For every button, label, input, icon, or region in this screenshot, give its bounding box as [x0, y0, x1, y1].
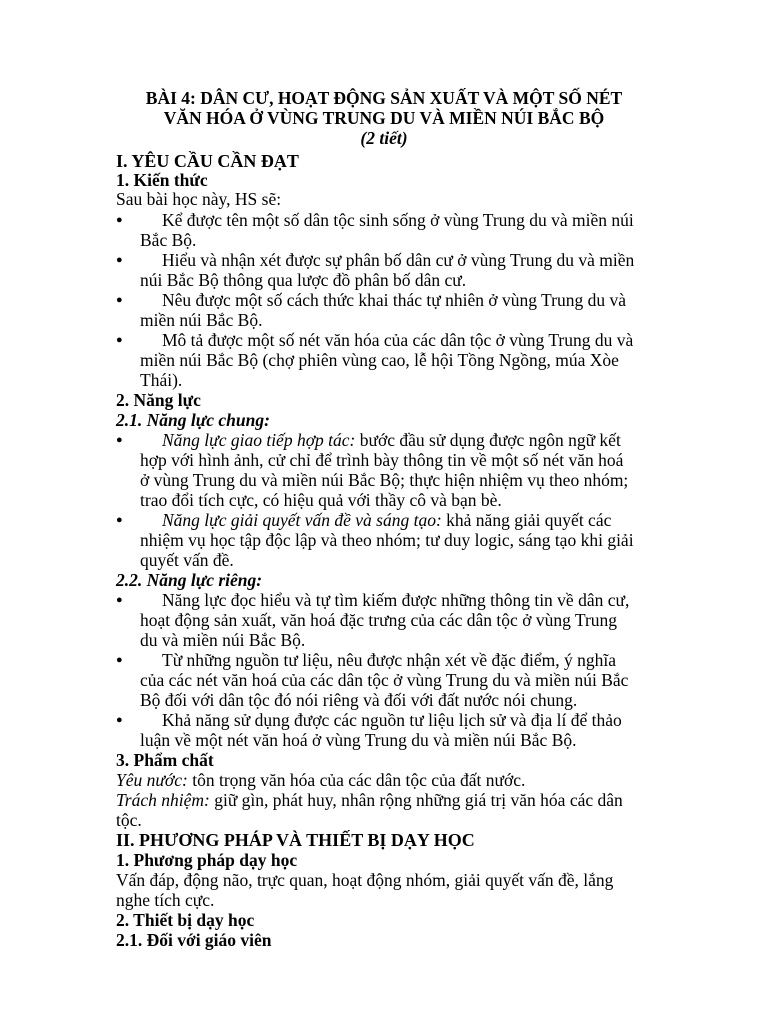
specific-item-1-cont2: du và miền núi Bắc Bộ.: [140, 630, 306, 650]
specific-item-1: Năng lực đọc hiểu và tự tìm kiếm được những thông tin về dân cư,: [162, 590, 630, 610]
quality-text: tôn trọng văn hóa của các dân tộc của đất nước.: [187, 770, 526, 790]
bullet-icon: ●: [116, 514, 123, 526]
competence-text: bước đầu sử dụng được ngôn ngữ kết: [355, 430, 621, 450]
subsection-heading: 2.1. Đối với giáo viên: [116, 930, 272, 950]
bullet-icon: ●: [116, 254, 123, 266]
competence-item-1-cont3: trao đổi tích cực, có hiệu quả với thầy cô và bạn bè.: [140, 490, 502, 510]
knowledge-item-4: Mô tả được một số nét văn hóa của các dân tộc ở vùng Trung du và: [162, 330, 634, 350]
lesson-subtitle: (2 tiết): [360, 128, 408, 148]
section-heading: II. PHƯƠNG PHÁP VÀ THIẾT BỊ DẠY HỌC: [116, 830, 475, 850]
specific-item-2-cont2: Bộ đối với dân tộc đó nói riêng và đối với đất nước nói chung.: [140, 690, 578, 710]
bullet-icon: ●: [116, 214, 123, 226]
specific-item-3: Khả năng sử dụng được các nguồn tư liệu lịch sử và địa lí để thảo: [162, 710, 622, 730]
specific-item-3-cont: luận về một nét văn hoá ở vùng Trung du và miền núi Bắc Bộ.: [140, 730, 577, 750]
knowledge-item-3-cont: miền núi Bắc Bộ.: [140, 310, 263, 330]
subsection-heading: 2.1. Năng lực chung:: [116, 410, 270, 430]
quality-item-1: [116, 770, 525, 790]
specific-item-2-cont: của các nét văn hoá của các dân tộc ở vùng Trung du và miền núi Bắc: [140, 670, 629, 690]
specific-item-1-cont: hoạt động sản xuất, văn hoá đặc trưng của các dân tộc ở vùng Trung: [140, 610, 618, 630]
quality-item-2: [116, 790, 623, 810]
competence-text: khả năng giải quyết các: [441, 510, 612, 530]
knowledge-item-1-cont: Bắc Bộ.: [140, 230, 197, 250]
section-heading: I. YÊU CẦU CẦN ĐẠT: [116, 151, 299, 171]
bullet-icon: ●: [116, 714, 123, 726]
bullet-icon: ●: [116, 334, 123, 346]
competence-item-2-cont2: quyết vấn đề.: [140, 550, 234, 570]
intro-text: Sau bài học này, HS sẽ:: [116, 189, 282, 209]
bullet-icon: ●: [116, 294, 123, 306]
lesson-title-line1: BÀI 4: DÂN CƯ, HOẠT ĐỘNG SẢN XUẤT VÀ MỘT SỐ NÉT: [145, 88, 623, 108]
subsection-heading: 2. Năng lực: [116, 390, 201, 410]
quality-label: Yêu nước:: [116, 770, 188, 790]
quality-text: giữ gìn, phát huy, nhân rộng những giá trị văn hóa các dân: [209, 790, 623, 810]
quality-label: Trách nhiệm:: [116, 790, 210, 810]
competence-item-1-cont2: ở vùng Trung du và miền núi Bắc Bộ; thực hiện nhiệm vụ theo nhóm;: [140, 470, 629, 490]
specific-item-2: Từ những nguồn tư liệu, nêu được nhận xét về đặc điểm, ý nghĩa: [162, 650, 616, 670]
knowledge-item-4-cont: miền núi Bắc Bộ (chợ phiên vùng cao, lễ hội Tồng Ngồng, múa Xòe: [140, 350, 619, 370]
quality-item-2-cont: tộc.: [116, 810, 142, 830]
knowledge-item-4-cont2: Thái).: [140, 370, 183, 390]
competence-label: Năng lực giao tiếp hợp tác:: [162, 430, 356, 450]
subsection-heading: 1. Phương pháp dạy học: [116, 850, 298, 870]
competence-label: Năng lực giải quyết vấn đề và sáng tạo:: [162, 510, 442, 530]
knowledge-item-2-cont: núi Bắc Bộ thông qua lược đồ phân bố dân cư.: [140, 270, 467, 290]
lesson-title-line2: VĂN HÓA Ở VÙNG TRUNG DU VÀ MIỀN NÚI BẮC BỘ: [163, 108, 605, 128]
competence-item-2: [162, 510, 611, 530]
subsection-heading: 2. Thiết bị dạy học: [116, 910, 255, 930]
competence-item-1-cont: hợp với hình ảnh, cử chỉ để trình bày thông tin về một số nét văn hoá: [140, 450, 624, 470]
bullet-icon: ●: [116, 594, 123, 606]
subsection-heading: 1. Kiến thức: [116, 170, 208, 190]
bullet-icon: ●: [116, 434, 123, 446]
subsection-heading: 2.2. Năng lực riêng:: [116, 570, 263, 590]
competence-item-1: [162, 430, 621, 450]
knowledge-item-3: Nêu được một số cách thức khai thác tự nhiên ở vùng Trung du và: [162, 290, 626, 310]
methods-text: Vấn đáp, động não, trực quan, hoạt động nhóm, giải quyết vấn đề, lắng: [116, 870, 614, 890]
competence-item-2-cont: nhiệm vụ học tập độc lập và theo nhóm; tư duy logic, sáng tạo khi giải: [140, 530, 634, 550]
knowledge-item-2: Hiểu và nhận xét được sự phân bố dân cư ở vùng Trung du và miền: [162, 250, 635, 270]
methods-text-cont: nghe tích cực.: [116, 890, 215, 910]
subsection-heading: 3. Phẩm chất: [116, 750, 214, 770]
knowledge-item-1: Kể được tên một số dân tộc sinh sống ở vùng Trung du và miền núi: [162, 210, 634, 230]
bullet-icon: ●: [116, 654, 123, 666]
